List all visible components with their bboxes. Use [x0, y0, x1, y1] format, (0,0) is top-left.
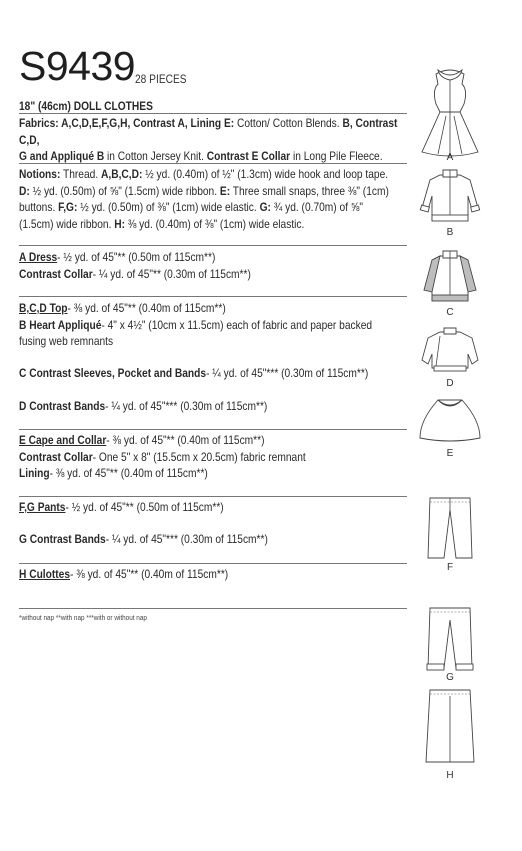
view-d-contrast-yardage: D Contrast Bands- ¼ yd. of 45"*** (0.30m of 115cm**) [19, 399, 268, 413]
divider [19, 608, 407, 609]
notions-section: Notions: Thread. A,B,C,D: ½ yd. (0.40m) of ½" (1.3cm) wide hook and loop tape. D: ½ yd. (0.50m) of ⅝" (1.5cm) wide ribbon. E: Three small snaps, three ⅜" (1cm) buttons. F,G: ½ yd. (0.50m) of ⅜" (1cm) wide elastic. G: ¾ yd. (0.70m) of ⅝" (1.5cm) wide ribbon. H: ⅜ yd. (0.40m) of ⅜" (1cm) wide elastic. [19, 167, 389, 231]
view-h-yardage: H Culottes- ⅜ yd. of 45"** (0.40m of 115cm**) [19, 567, 229, 581]
view-bcd-yardage: B,C,D Top- ⅜ yd. of 45"** (0.40m of 115cm**) B Heart Appliqué- 4" x 4½" (10cm x 11.5cm) each of fabric and paper backed fusing web remnants [19, 301, 373, 348]
view-d-label: D [446, 378, 454, 389]
piece-count: 28 PIECES [135, 72, 187, 86]
view-h-label: H [446, 770, 454, 781]
nap-footnote: *without nap **with nap ***with or without nap [19, 613, 147, 622]
divider [19, 496, 407, 497]
view-c-label: C [446, 307, 454, 318]
divider [19, 563, 407, 564]
view-a-yardage: A Dress- ½ yd. of 45"** (0.50m of 115cm**) Contrast Collar- ¼ yd. of 45"** (0.30m of 115cm**) [19, 250, 251, 281]
view-e-label: E [446, 448, 454, 459]
view-illustrations [410, 60, 490, 800]
view-e-yardage: E Cape and Collar- ⅜ yd. of 45"** (0.40m of 115cm**) Contrast Collar- One 5" x 8" (15.5cm x 20.5cm) fabric remnant Lining- ⅜ yd. of 45"** (0.40m of 115cm**) [19, 433, 306, 480]
divider [19, 429, 407, 430]
dress-illustration [422, 70, 478, 156]
culottes-h-illustration [426, 690, 474, 762]
view-b-label: B [446, 227, 454, 238]
top-b-illustration [420, 170, 479, 221]
divider [19, 245, 407, 246]
subtitle: 18" (46cm) DOLL CLOTHES [19, 99, 153, 113]
pattern-number: S9439 [19, 43, 136, 89]
top-d-illustration [422, 328, 478, 371]
view-a-label: A [446, 152, 454, 163]
divider [19, 296, 407, 297]
cape-e-illustration [420, 400, 480, 441]
divider [19, 163, 407, 164]
view-f-label: F [446, 562, 454, 573]
top-c-illustration [424, 251, 476, 301]
pants-g-illustration [427, 608, 473, 670]
divider [19, 113, 407, 114]
fabrics-section: Fabrics: A,C,D,E,F,G,H, Contrast A, Lining E: Cotton/ Cotton Blends. B, Contrast C,D, G and Appliqué B in Cotton Jersey Knit. Contrast E Collar in Long Pile Fleece. [19, 116, 398, 163]
view-g-contrast-yardage: G Contrast Bands- ¼ yd. of 45"*** (0.30m of 115cm**) [19, 532, 268, 546]
view-g-label: G [446, 672, 454, 683]
pants-f-illustration [428, 498, 472, 558]
view-fg-yardage: F,G Pants- ½ yd. of 45"** (0.50m of 115cm**) [19, 500, 224, 514]
view-c-contrast-yardage: C Contrast Sleeves, Pocket and Bands- ¼ yd. of 45"*** (0.30m of 115cm**) [19, 366, 369, 380]
